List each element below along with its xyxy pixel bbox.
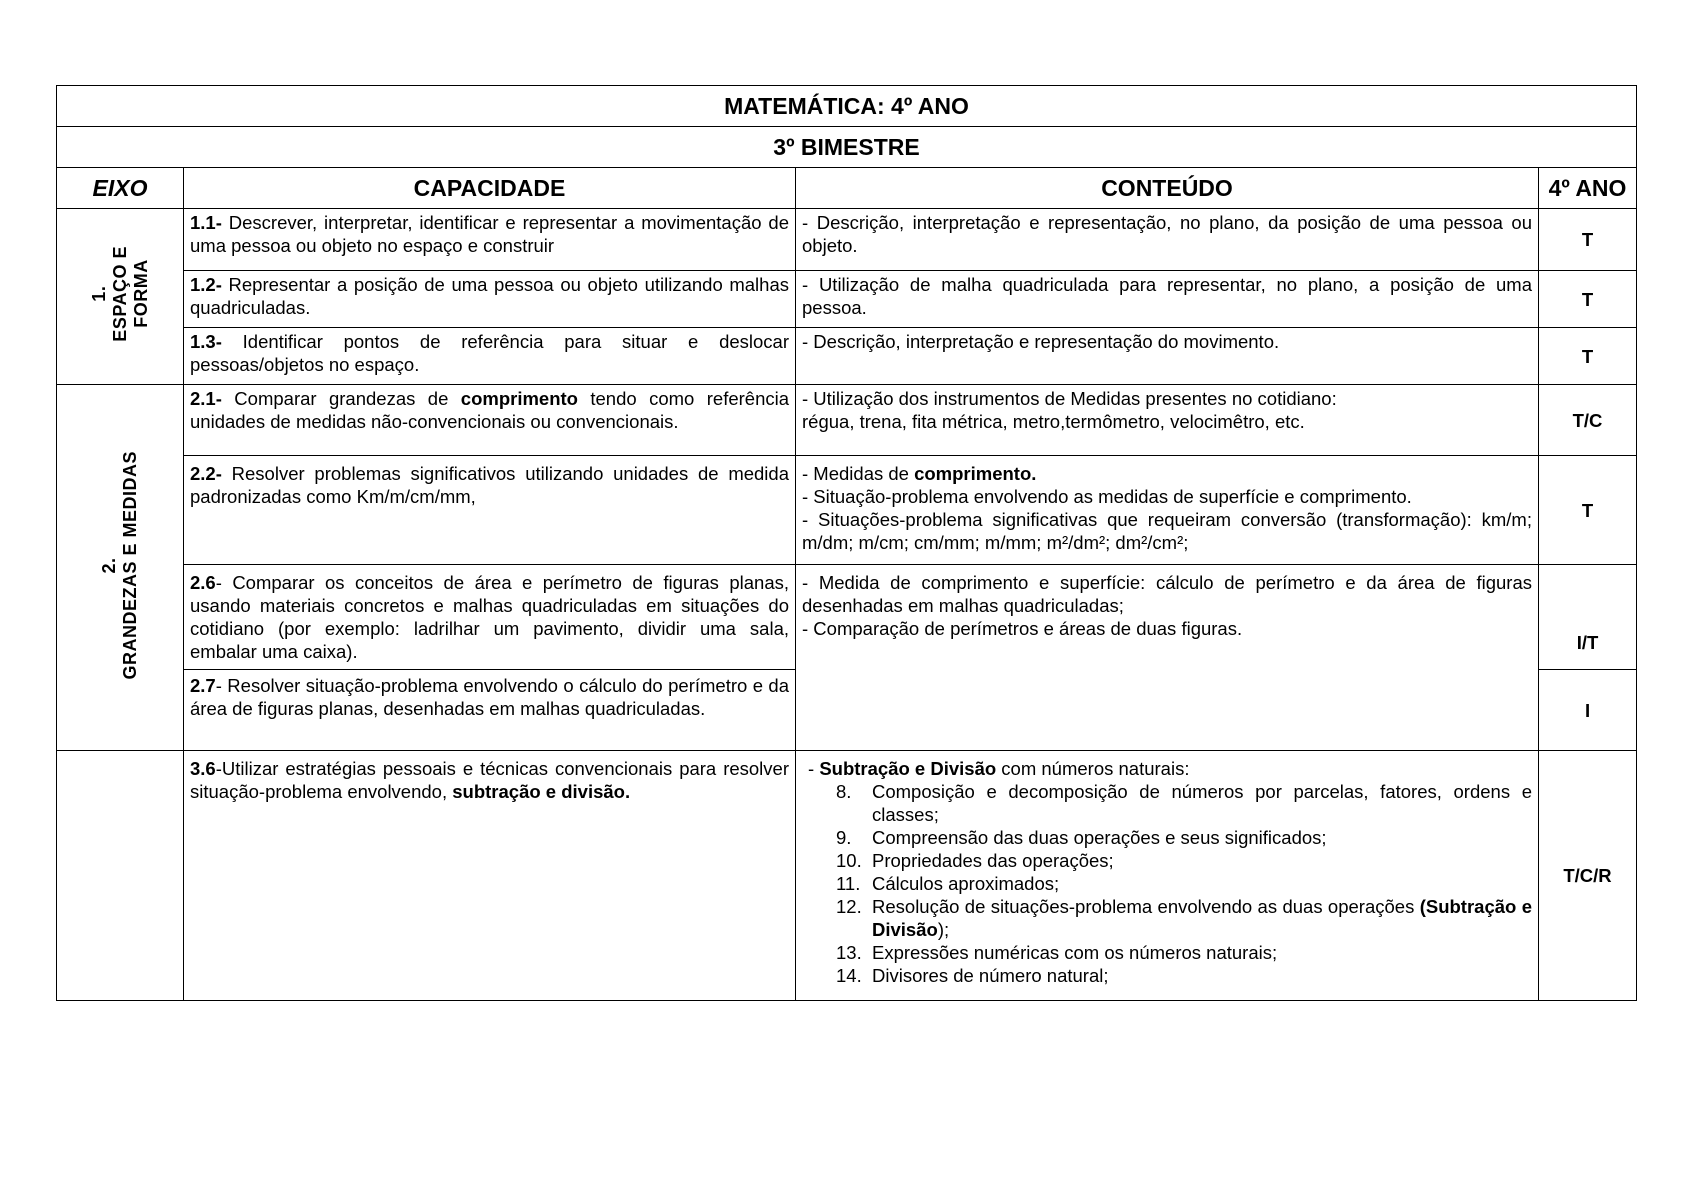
list-text: Cálculos aproximados; (872, 873, 1060, 894)
list-text: Divisores de número natural; (872, 965, 1109, 986)
level-badge: I/T (1539, 565, 1637, 670)
content-cell (796, 456, 1539, 565)
content-cell: - Utilização de malha quadriculada para representar, no plano, a posição de uma pessoa. (796, 271, 1539, 328)
content-line: - Medida de comprimento e superfície: cálculo de perímetro e da área de figuras desenhadas em malhas quadriculadas; (802, 572, 1532, 616)
header-conteudo: CONTEÚDO (796, 168, 1539, 209)
axis-label-line: GRANDEZAS E MEDIDAS (120, 450, 140, 680)
list-item (836, 941, 1532, 964)
capacity-code: 1.3- (190, 331, 222, 352)
content-cell (796, 385, 1539, 456)
list-highlight: (Subtração e Divisão (872, 896, 1532, 940)
list-item (836, 780, 1532, 826)
capacity-code: 2.2- (190, 463, 222, 484)
list-number: 10. (836, 850, 862, 871)
capacity-cell (184, 328, 796, 385)
capacity-code: 1.2- (190, 274, 222, 295)
capacity-cell (184, 751, 796, 1001)
capacity-text: Descrever, interpretar, identificar e representar a movimentação de uma pessoa ou objeto no espaço e construir (190, 212, 789, 256)
list-item (836, 826, 1532, 849)
capacity-text: - Comparar os conceitos de área e perímetro de figuras planas, usando materiais concretos e malhas quadriculadas em situações do cotidiano (por exemplo: ladrilhar um pavimento, dividir uma sala, embalar uma caixa). (190, 572, 789, 662)
list-number: 8. (836, 781, 852, 802)
list-item (836, 964, 1532, 987)
axis-label-line: FORMA (130, 259, 151, 329)
content-line: - Subtração e Divisão com números naturais: (808, 758, 1190, 779)
content-cell: - Descrição, interpretação e representação do movimento. (796, 328, 1539, 385)
header-ano: 4º ANO (1539, 168, 1637, 209)
capacity-cell (184, 670, 796, 751)
list-item (836, 849, 1532, 872)
content-text: com números naturais: (996, 758, 1190, 779)
content-line (802, 462, 1532, 485)
axis-number: 1. (88, 286, 109, 303)
list-text: Resolução de situações-problema envolvendo as duas operações (872, 896, 1415, 917)
axis-empty (57, 751, 184, 1001)
capacity-cell (184, 385, 796, 456)
period-title: 3º BIMESTRE (57, 127, 1637, 168)
list-number: 14. (836, 965, 862, 986)
level-badge: I (1539, 670, 1637, 751)
header-capacidade: CAPACIDADE (184, 168, 796, 209)
capacity-text: tendo como referência unidades de medidas não-convencionais ou convencionais. (190, 388, 790, 432)
capacity-cell (184, 209, 796, 271)
capacity-highlight: comprimento (460, 388, 578, 409)
axis-number: 2. (99, 556, 119, 573)
list-item (836, 872, 1532, 895)
axis-espaco-forma (57, 209, 184, 385)
list-number: 11. (836, 873, 861, 894)
content-text: - Medidas de (802, 463, 915, 484)
list-text: Expressões numéricas com os números naturais; (872, 942, 1278, 963)
capacity-code: 2.1- (190, 388, 222, 409)
content-highlight: Subtração e Divisão (819, 758, 997, 779)
header-eixo: EIXO (57, 168, 184, 209)
list-number: 9. (836, 827, 852, 848)
capacity-text: Resolver problemas significativos utilizando unidades de medida padronizadas como Km/m/cm/mm, (190, 463, 789, 507)
level-badge: T/C (1539, 385, 1637, 456)
axis-label-line: ESPAÇO E (109, 246, 130, 342)
list-text: Composição e decomposição de números por parcelas, fatores, ordens e classes; (872, 781, 1532, 825)
curriculum-table (56, 85, 1637, 1001)
list-number: 13. (836, 942, 862, 963)
capacity-text: Identificar pontos de referência para situar e deslocar pessoas/objetos no espaço. (190, 331, 789, 375)
content-list (802, 780, 1532, 987)
capacity-code: 3.6 (190, 758, 216, 779)
capacity-text: Representar a posição de uma pessoa ou objeto utilizando malhas quadriculadas. (190, 274, 789, 318)
level-badge: T (1539, 456, 1637, 565)
list-item (836, 895, 1532, 941)
capacity-cell (184, 456, 796, 565)
capacity-cell (184, 271, 796, 328)
page-title: MATEMÁTICA: 4º ANO (57, 86, 1637, 127)
capacity-text: Comparar grandezas de (221, 388, 461, 409)
capacity-code: 1.1- (190, 212, 222, 233)
content-cell: - Descrição, interpretação e representação, no plano, da posição de uma pessoa ou objeto. (796, 209, 1539, 271)
content-line: - Utilização dos instrumentos de Medidas presentes no cotidiano: (802, 388, 1337, 409)
capacity-cell (184, 565, 796, 670)
content-cell (796, 565, 1539, 751)
level-badge: T (1539, 328, 1637, 385)
axis-grandezas-medidas (57, 385, 184, 751)
list-text: Propriedades das operações; (872, 850, 1114, 871)
level-badge: T/C/R (1539, 751, 1637, 1001)
list-number: 12. (836, 896, 862, 917)
capacity-code: 2.7 (190, 675, 216, 696)
capacity-code: 2.6 (190, 572, 216, 593)
content-line: - Comparação de perímetros e áreas de duas figuras. (802, 618, 1243, 639)
content-line: régua, trena, fita métrica, metro,termômetro, velocimêtro, etc. (802, 411, 1305, 432)
level-badge: T (1539, 209, 1637, 271)
capacity-text: -Utilizar estratégias pessoais e técnicas convencionais para resolver situação-problema envolvendo, (190, 758, 789, 802)
capacity-highlight: subtração e divisão. (452, 781, 631, 802)
content-line: - Situação-problema envolvendo as medidas de superfície e comprimento. (802, 486, 1412, 507)
level-badge: T (1539, 271, 1637, 328)
content-cell (796, 751, 1539, 1001)
list-text: ); (937, 919, 950, 940)
content-line: - Situações-problema significativas que requeiram conversão (transformação): km/m; m/dm; m/cm; cm/mm; m/mm; m²/dm²; dm²/cm²; (802, 509, 1532, 553)
capacity-text: - Resolver situação-problema envolvendo o cálculo do perímetro e da área de figuras planas, desenhadas em malhas quadriculadas. (190, 675, 789, 719)
list-text: Compreensão das duas operações e seus significados; (872, 827, 1327, 848)
content-highlight: comprimento. (914, 463, 1037, 484)
